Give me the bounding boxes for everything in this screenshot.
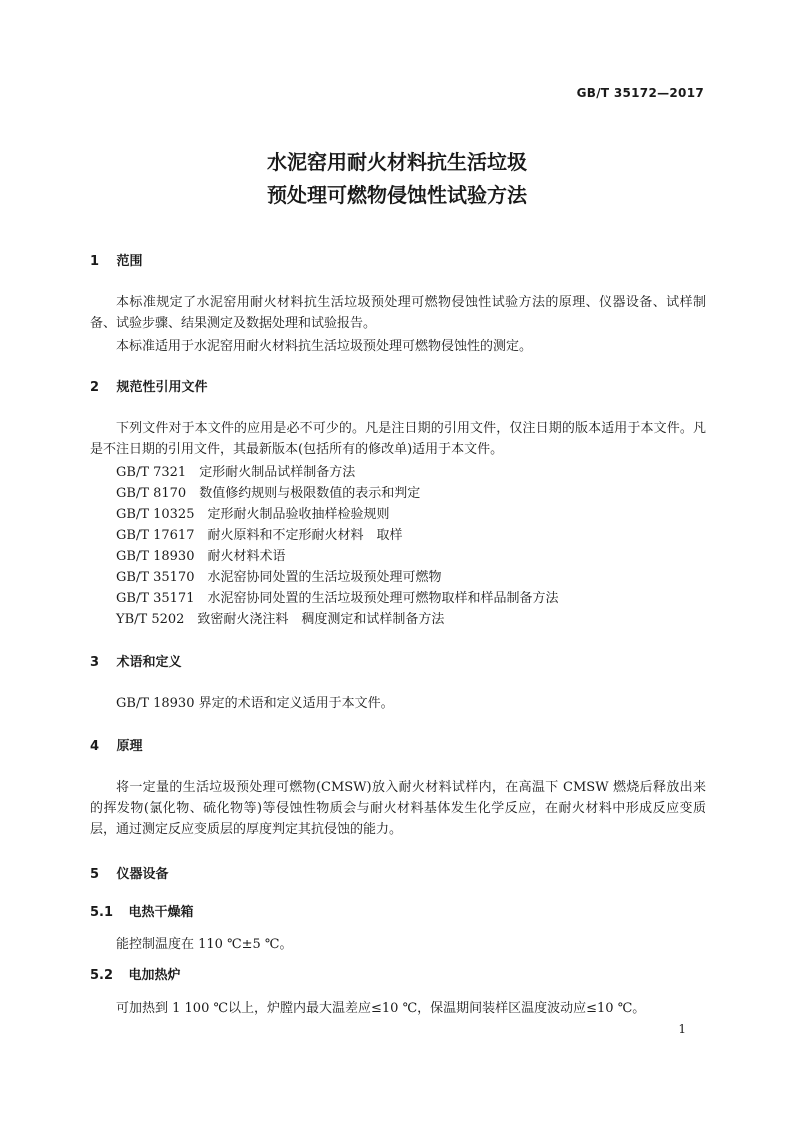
- reference-item: GB/T 17617 耐火原料和不定形耐火材料 取样: [116, 528, 403, 543]
- reference-item: GB/T 18930 耐火材料术语: [116, 549, 286, 564]
- document-title: [0, 146, 794, 212]
- section-2-paragraph-1: 下列文件对于本文件的应用是必不可少的。凡是注日期的引用文件，仅注日期的版本适用于本文件。凡是不注日期的引用文件，其最新版本(包括所有的修改单)适用于本文件。: [90, 421, 706, 457]
- section-1-paragraph-2: 本标准适用于水泥窑用耐火材料抗生活垃圾预处理可燃物侵蚀性的测定。: [116, 339, 533, 354]
- section-5-1-paragraph: 能控制温度在 110 ℃±5 ℃。: [116, 937, 293, 952]
- section-number: 5.2: [90, 968, 114, 983]
- section-number: 4: [90, 739, 100, 754]
- section-title: 电加热炉: [128, 968, 181, 983]
- section-1-paragraph-1: 本标准规定了水泥窑用耐火材料抗生活垃圾预处理可燃物侵蚀性试验方法的原理、仪器设备、试样制备、试验步骤、结果测定及数据处理和试验报告。: [90, 295, 706, 331]
- page-number: 1: [678, 1022, 686, 1036]
- title-line-1: 水泥窑用耐火材料抗生活垃圾: [267, 150, 527, 174]
- section-number: 2: [90, 380, 100, 395]
- standard-code: GB/T 35172—2017: [576, 86, 704, 100]
- reference-item: GB/T 35170 水泥窑协同处置的生活垃圾预处理可燃物: [116, 570, 442, 585]
- reference-item: GB/T 35171 水泥窑协同处置的生活垃圾预处理可燃物取样和样品制备方法: [116, 591, 559, 606]
- section-title: 规范性引用文件: [116, 380, 208, 395]
- section-title: 术语和定义: [116, 655, 182, 670]
- section-3-heading: [90, 653, 182, 673]
- title-line-2: 预处理可燃物侵蚀性试验方法: [267, 183, 527, 207]
- section-5-heading: [90, 865, 169, 885]
- section-title: 电热干燥箱: [128, 905, 194, 920]
- reference-item: GB/T 7321 定形耐火制品试样制备方法: [116, 465, 356, 480]
- reference-item: GB/T 10325 定形耐火制品验收抽样检验规则: [116, 507, 390, 522]
- section-title: 范围: [116, 254, 143, 269]
- section-5-1-heading: [90, 903, 194, 923]
- section-number: 5.1: [90, 905, 114, 920]
- section-2-heading: [90, 378, 208, 398]
- section-4-heading: [90, 737, 143, 757]
- section-4-paragraph-1: 将一定量的生活垃圾预处理可燃物(CMSW)放入耐火材料试样内，在高温下 CMSW 燃烧后释放出来的挥发物(氯化物、硫化物等)等侵蚀性物质会与耐火材料基体发生化学反应，在耐火材料中形成反应变质层，通过测定反应变质层的厚度判定其抗侵蚀的能力。: [90, 780, 706, 837]
- section-title: 仪器设备: [116, 867, 169, 882]
- section-5-2-heading: [90, 966, 181, 986]
- section-number: 5: [90, 867, 100, 882]
- section-3-paragraph-1: GB/T 18930 界定的术语和定义适用于本文件。: [116, 696, 394, 711]
- reference-item: GB/T 8170 数值修约规则与极限数值的表示和判定: [116, 486, 421, 501]
- section-1-heading: [90, 252, 143, 272]
- section-number: 1: [90, 254, 100, 269]
- section-title: 原理: [116, 739, 143, 754]
- section-5-2-paragraph: 可加热到 1 100 ℃以上，炉膛内最大温差应≤10 ℃，保温期间装样区温度波动应≤10 ℃。: [116, 1001, 646, 1016]
- section-number: 3: [90, 655, 100, 670]
- reference-item: YB/T 5202 致密耐火浇注料 稠度测定和试样制备方法: [116, 612, 445, 627]
